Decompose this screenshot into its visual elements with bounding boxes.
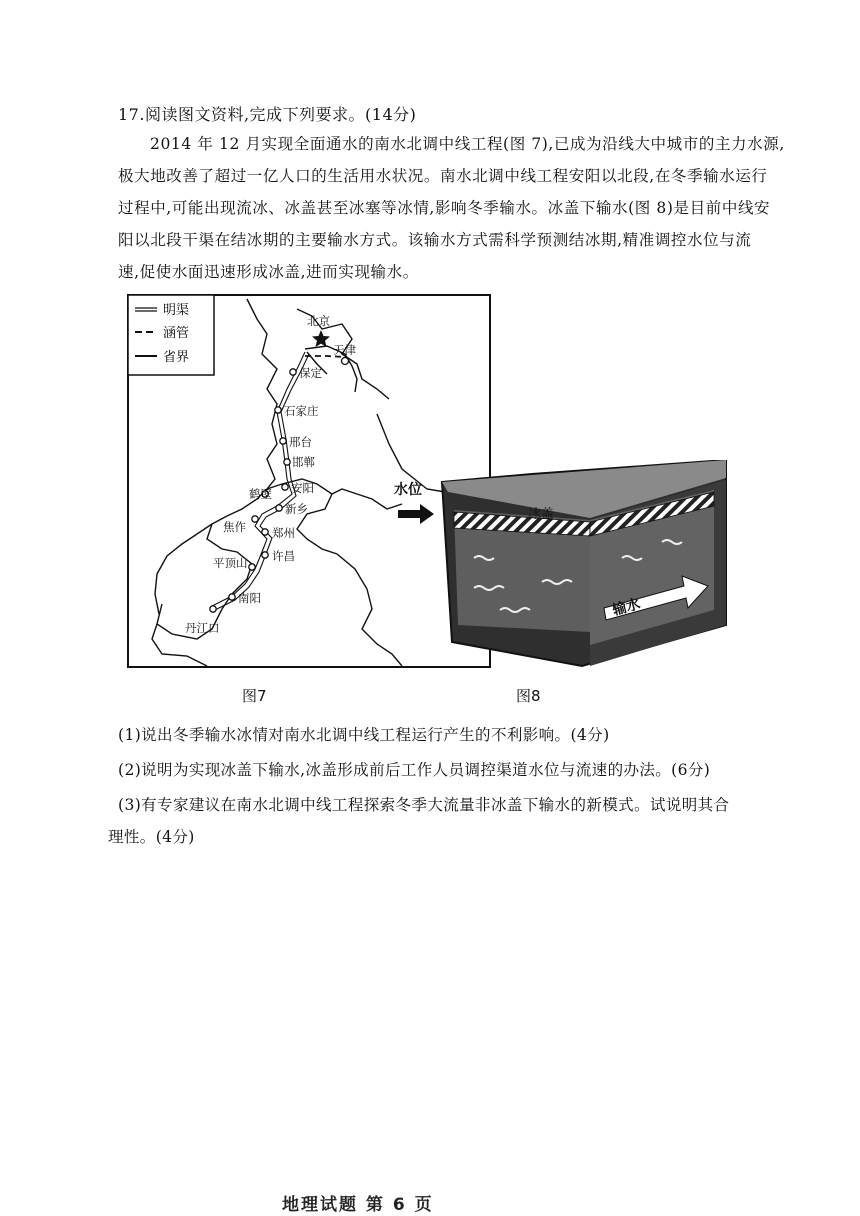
question-title: 17.阅读图文资料,完成下列要求。(14分): [118, 105, 417, 124]
paragraph-line: 过程中,可能出现流冰、冰盖甚至冰塞等冰情,影响冬季输水。冰盖下输水(图 8)是目前中线安: [118, 199, 771, 217]
city-tianjin: 天津: [333, 343, 356, 357]
subquestion-3-continued: 理性。(4分): [108, 828, 195, 846]
city-xingtai: 邢台: [289, 435, 312, 449]
paragraph-line: 阳以北段干渠在结冰期的主要输水方式。该输水方式需科学预测结冰期,精准调控水位与流: [118, 231, 752, 249]
page-footer: 地理试题 第 6 页: [282, 1195, 434, 1215]
figure8-diagram: [392, 460, 744, 680]
paragraph-line: 2014 年 12 月实现全面通水的南水北调中线工程(图 7),已成为沿线大中城市的主力水源,: [150, 135, 785, 153]
city-baoding: 保定: [299, 366, 322, 380]
figure8-caption: 图8: [516, 687, 541, 705]
city-shijiazhuang: 石家庄: [284, 404, 319, 418]
city-xuchang: 许昌: [272, 549, 295, 563]
legend-canal-label: 明渠: [163, 303, 190, 318]
ice-cover-label: 冰盖: [528, 507, 555, 522]
city-zhengzhou: 郑州: [272, 526, 295, 540]
city-anyang: 安阳: [291, 481, 314, 495]
city-danjiangkou: 丹江口: [185, 621, 220, 635]
city-pingdingshan: 平顶山: [213, 556, 248, 570]
paragraph-line: 速,促使水面迅速形成冰盖,进而实现输水。: [118, 263, 419, 281]
question-paragraph: [118, 128, 785, 288]
water-level-arrow-icon: [398, 504, 434, 524]
legend-boundary-label: 省界: [163, 350, 190, 365]
city-handan: 邯郸: [292, 455, 315, 469]
city-hebi: 鹤壁: [249, 487, 272, 501]
subquestion-1: (1)说出冬季输水冰情对南水北调中线工程运行产生的不利影响。(4分): [118, 726, 610, 744]
figure7-caption: 图7: [242, 687, 267, 705]
legend-culvert-label: 涵管: [163, 326, 190, 341]
flow-label: 输水: [610, 596, 643, 619]
city-jiaozuo: 焦作: [223, 520, 246, 534]
water-level-label: 水位: [394, 482, 422, 498]
city-xinxiang: 新乡: [285, 502, 308, 516]
subquestion-2: (2)说明为实现冰盖下输水,冰盖形成前后工作人员调控渠道水位与流速的办法。(6分): [118, 761, 711, 779]
subquestion-3: (3)有专家建议在南水北调中线工程探索冬季大流量非冰盖下输水的新模式。试说明其合: [118, 796, 730, 814]
city-nanyang: 南阳: [238, 591, 261, 605]
paragraph-line: 极大地改善了超过一亿人口的生活用水状况。南水北调中线工程安阳以北段,在冬季输水运行: [118, 167, 768, 185]
city-beijing: 北京: [307, 314, 330, 328]
